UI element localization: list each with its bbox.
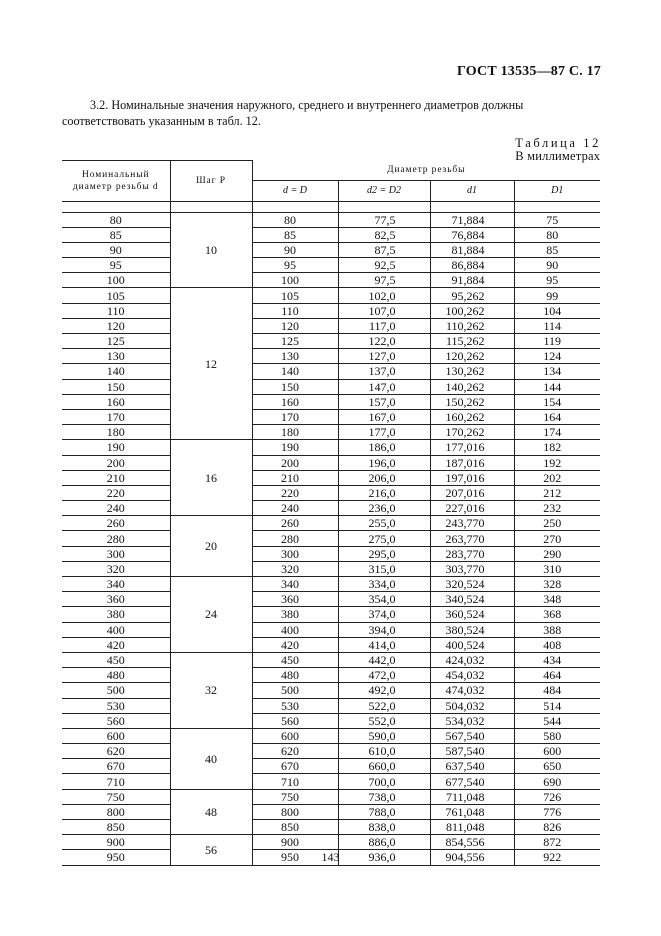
cell-d2: 102,0 bbox=[338, 288, 430, 303]
cell-d2: 97,5 bbox=[338, 273, 430, 288]
cell-d1: 567,540 bbox=[430, 728, 514, 743]
cell-d1: 637,540 bbox=[430, 759, 514, 774]
cell-nominal-diameter: 710 bbox=[62, 774, 170, 789]
cell-d: 530 bbox=[252, 698, 338, 713]
cell-d: 210 bbox=[252, 470, 338, 485]
cell-d: 950 bbox=[252, 850, 338, 865]
cell-d1: 91,884 bbox=[430, 273, 514, 288]
cell-D1: 328 bbox=[514, 577, 600, 592]
cell-d: 80 bbox=[252, 212, 338, 227]
cell-d: 150 bbox=[252, 379, 338, 394]
cell-d1: 303,770 bbox=[430, 561, 514, 576]
cell-nominal-diameter: 670 bbox=[62, 759, 170, 774]
cell-D1: 104 bbox=[514, 303, 600, 318]
cell-d1: 380,524 bbox=[430, 622, 514, 637]
cell-d: 380 bbox=[252, 607, 338, 622]
cell-d: 320 bbox=[252, 561, 338, 576]
cell-nominal-diameter: 300 bbox=[62, 546, 170, 561]
cell-d: 95 bbox=[252, 258, 338, 273]
cell-D1: 134 bbox=[514, 364, 600, 379]
cell-pitch: 48 bbox=[170, 789, 252, 835]
cell-pitch: 12 bbox=[170, 288, 252, 440]
cell-d1: 110,262 bbox=[430, 318, 514, 333]
cell-nominal-diameter: 150 bbox=[62, 379, 170, 394]
cell-d2: 92,5 bbox=[338, 258, 430, 273]
header-d2-equals-D2: d2 = D2 bbox=[338, 180, 430, 201]
cell-d2: 334,0 bbox=[338, 577, 430, 592]
cell-d2: 788,0 bbox=[338, 804, 430, 819]
table-row bbox=[62, 409, 600, 424]
cell-d1: 243,770 bbox=[430, 516, 514, 531]
cell-D1: 232 bbox=[514, 501, 600, 516]
cell-d2: 394,0 bbox=[338, 622, 430, 637]
cell-d: 160 bbox=[252, 394, 338, 409]
table-row bbox=[62, 227, 600, 242]
table-row bbox=[62, 425, 600, 440]
cell-d: 100 bbox=[252, 273, 338, 288]
cell-d: 400 bbox=[252, 622, 338, 637]
cell-nominal-diameter: 190 bbox=[62, 440, 170, 455]
table-row bbox=[62, 835, 600, 850]
cell-D1: 726 bbox=[514, 789, 600, 804]
table-row bbox=[62, 774, 600, 789]
cell-d: 450 bbox=[252, 652, 338, 667]
cell-nominal-diameter: 420 bbox=[62, 637, 170, 652]
cell-d2: 522,0 bbox=[338, 698, 430, 713]
cell-d2: 660,0 bbox=[338, 759, 430, 774]
cell-d: 140 bbox=[252, 364, 338, 379]
cell-nominal-diameter: 260 bbox=[62, 516, 170, 531]
cell-d1: 424,032 bbox=[430, 652, 514, 667]
cell-d1: 340,524 bbox=[430, 592, 514, 607]
table-row bbox=[62, 531, 600, 546]
cell-d2: 107,0 bbox=[338, 303, 430, 318]
cell-nominal-diameter: 210 bbox=[62, 470, 170, 485]
cell-nominal-diameter: 160 bbox=[62, 394, 170, 409]
cell-D1: 484 bbox=[514, 683, 600, 698]
cell-pitch: 32 bbox=[170, 652, 252, 728]
cell-d2: 590,0 bbox=[338, 728, 430, 743]
cell-d: 200 bbox=[252, 455, 338, 470]
cell-d2: 354,0 bbox=[338, 592, 430, 607]
cell-d: 710 bbox=[252, 774, 338, 789]
table-row bbox=[62, 364, 600, 379]
table-row bbox=[62, 303, 600, 318]
cell-d2: 738,0 bbox=[338, 789, 430, 804]
cell-d1: 207,016 bbox=[430, 485, 514, 500]
cell-pitch: 24 bbox=[170, 577, 252, 653]
cell-d2: 414,0 bbox=[338, 637, 430, 652]
page-number: 143 bbox=[321, 850, 340, 864]
cell-d1: 76,884 bbox=[430, 227, 514, 242]
cell-d2: 472,0 bbox=[338, 668, 430, 683]
table-row bbox=[62, 759, 600, 774]
cell-D1: 80 bbox=[514, 227, 600, 242]
cell-d2: 295,0 bbox=[338, 546, 430, 561]
cell-D1: 826 bbox=[514, 820, 600, 835]
table-title: Таблица 12 bbox=[515, 136, 601, 150]
cell-d1: 115,262 bbox=[430, 334, 514, 349]
cell-nominal-diameter: 85 bbox=[62, 227, 170, 242]
cell-D1: 174 bbox=[514, 425, 600, 440]
cell-D1: 270 bbox=[514, 531, 600, 546]
cell-nominal-diameter: 110 bbox=[62, 303, 170, 318]
table-row bbox=[62, 668, 600, 683]
cell-nominal-diameter: 450 bbox=[62, 652, 170, 667]
cell-nominal-diameter: 125 bbox=[62, 334, 170, 349]
header-nominal-diameter: Номинальный диаметр резьбы d bbox=[62, 161, 170, 202]
cell-nominal-diameter: 170 bbox=[62, 409, 170, 424]
table-row bbox=[62, 470, 600, 485]
cell-d1: 81,884 bbox=[430, 242, 514, 257]
cell-nominal-diameter: 320 bbox=[62, 561, 170, 576]
cell-pitch: 10 bbox=[170, 212, 252, 288]
standard-header: ГОСТ 13535—87 С. 17 bbox=[457, 64, 601, 79]
cell-d1: 170,262 bbox=[430, 425, 514, 440]
cell-d2: 117,0 bbox=[338, 318, 430, 333]
cell-D1: 119 bbox=[514, 334, 600, 349]
cell-nominal-diameter: 850 bbox=[62, 820, 170, 835]
cell-nominal-diameter: 120 bbox=[62, 318, 170, 333]
table-row bbox=[62, 561, 600, 576]
cell-D1: 124 bbox=[514, 349, 600, 364]
table-row bbox=[62, 516, 600, 531]
cell-D1: 85 bbox=[514, 242, 600, 257]
table-row bbox=[62, 652, 600, 667]
cell-d2: 216,0 bbox=[338, 485, 430, 500]
cell-nominal-diameter: 100 bbox=[62, 273, 170, 288]
table-row bbox=[62, 592, 600, 607]
table-body bbox=[62, 201, 600, 865]
cell-nominal-diameter: 400 bbox=[62, 622, 170, 637]
cell-D1: 600 bbox=[514, 744, 600, 759]
cell-nominal-diameter: 480 bbox=[62, 668, 170, 683]
cell-d1: 86,884 bbox=[430, 258, 514, 273]
cell-d2: 167,0 bbox=[338, 409, 430, 424]
cell-d1: 761,048 bbox=[430, 804, 514, 819]
cell-D1: 144 bbox=[514, 379, 600, 394]
cell-nominal-diameter: 530 bbox=[62, 698, 170, 713]
table-row bbox=[62, 212, 600, 227]
cell-d1: 474,032 bbox=[430, 683, 514, 698]
cell-nominal-diameter: 280 bbox=[62, 531, 170, 546]
cell-d: 180 bbox=[252, 425, 338, 440]
cell-D1: 690 bbox=[514, 774, 600, 789]
cell-d2: 374,0 bbox=[338, 607, 430, 622]
cell-d1: 400,524 bbox=[430, 637, 514, 652]
cell-d2: 77,5 bbox=[338, 212, 430, 227]
cell-d1: 587,540 bbox=[430, 744, 514, 759]
table-row bbox=[62, 728, 600, 743]
cell-d2: 196,0 bbox=[338, 455, 430, 470]
cell-d2: 236,0 bbox=[338, 501, 430, 516]
cell-nominal-diameter: 220 bbox=[62, 485, 170, 500]
cell-pitch: 56 bbox=[170, 835, 252, 865]
cell-D1: 580 bbox=[514, 728, 600, 743]
cell-D1: 250 bbox=[514, 516, 600, 531]
cell-D1: 514 bbox=[514, 698, 600, 713]
cell-d2: 177,0 bbox=[338, 425, 430, 440]
cell-d1: 454,032 bbox=[430, 668, 514, 683]
cell-pitch: 16 bbox=[170, 440, 252, 516]
cell-d2: 936,0 bbox=[338, 850, 430, 865]
cell-nominal-diameter: 200 bbox=[62, 455, 170, 470]
table-units: В миллиметрах bbox=[515, 149, 601, 163]
cell-nominal-diameter: 950 bbox=[62, 850, 170, 865]
cell-D1: 212 bbox=[514, 485, 600, 500]
cell-D1: 434 bbox=[514, 652, 600, 667]
cell-d1: 263,770 bbox=[430, 531, 514, 546]
table-row bbox=[62, 698, 600, 713]
cell-nominal-diameter: 180 bbox=[62, 425, 170, 440]
cell-d: 600 bbox=[252, 728, 338, 743]
cell-d2: 82,5 bbox=[338, 227, 430, 242]
cell-d1: 283,770 bbox=[430, 546, 514, 561]
cell-d1: 854,556 bbox=[430, 835, 514, 850]
spacer-row bbox=[62, 201, 600, 212]
cell-d2: 127,0 bbox=[338, 349, 430, 364]
cell-D1: 154 bbox=[514, 394, 600, 409]
cell-d1: 811,048 bbox=[430, 820, 514, 835]
cell-D1: 202 bbox=[514, 470, 600, 485]
header-pitch: Шаг P bbox=[170, 161, 252, 202]
table-row bbox=[62, 334, 600, 349]
cell-d1: 120,262 bbox=[430, 349, 514, 364]
table-row bbox=[62, 637, 600, 652]
table-row bbox=[62, 622, 600, 637]
cell-d: 220 bbox=[252, 485, 338, 500]
cell-d: 480 bbox=[252, 668, 338, 683]
cell-d: 260 bbox=[252, 516, 338, 531]
cell-d1: 904,556 bbox=[430, 850, 514, 865]
cell-d1: 360,524 bbox=[430, 607, 514, 622]
cell-d: 85 bbox=[252, 227, 338, 242]
header-diameter: Диаметр резьбы bbox=[252, 161, 600, 181]
cell-nominal-diameter: 500 bbox=[62, 683, 170, 698]
cell-nominal-diameter: 360 bbox=[62, 592, 170, 607]
table-row bbox=[62, 501, 600, 516]
table-row bbox=[62, 273, 600, 288]
table-row bbox=[62, 258, 600, 273]
cell-d1: 197,016 bbox=[430, 470, 514, 485]
cell-d2: 442,0 bbox=[338, 652, 430, 667]
cell-d2: 157,0 bbox=[338, 394, 430, 409]
cell-d1: 130,262 bbox=[430, 364, 514, 379]
cell-d1: 177,016 bbox=[430, 440, 514, 455]
cell-nominal-diameter: 95 bbox=[62, 258, 170, 273]
table-row bbox=[62, 789, 600, 804]
cell-d2: 137,0 bbox=[338, 364, 430, 379]
cell-nominal-diameter: 90 bbox=[62, 242, 170, 257]
cell-d1: 320,524 bbox=[430, 577, 514, 592]
cell-nominal-diameter: 380 bbox=[62, 607, 170, 622]
cell-D1: 164 bbox=[514, 409, 600, 424]
cell-d: 340 bbox=[252, 577, 338, 592]
table-row bbox=[62, 242, 600, 257]
cell-nominal-diameter: 620 bbox=[62, 744, 170, 759]
cell-d: 170 bbox=[252, 409, 338, 424]
cell-D1: 388 bbox=[514, 622, 600, 637]
cell-d: 560 bbox=[252, 713, 338, 728]
cell-D1: 290 bbox=[514, 546, 600, 561]
cell-D1: 650 bbox=[514, 759, 600, 774]
table-row bbox=[62, 546, 600, 561]
cell-d2: 552,0 bbox=[338, 713, 430, 728]
cell-d: 110 bbox=[252, 303, 338, 318]
cell-d: 750 bbox=[252, 789, 338, 804]
cell-nominal-diameter: 800 bbox=[62, 804, 170, 819]
cell-d2: 492,0 bbox=[338, 683, 430, 698]
cell-d2: 255,0 bbox=[338, 516, 430, 531]
table-row bbox=[62, 713, 600, 728]
cell-d: 105 bbox=[252, 288, 338, 303]
cell-D1: 544 bbox=[514, 713, 600, 728]
cell-d1: 150,262 bbox=[430, 394, 514, 409]
table-row bbox=[62, 349, 600, 364]
thread-diameter-table bbox=[62, 160, 600, 866]
cell-D1: 922 bbox=[514, 850, 600, 865]
cell-d2: 122,0 bbox=[338, 334, 430, 349]
cell-D1: 114 bbox=[514, 318, 600, 333]
cell-D1: 368 bbox=[514, 607, 600, 622]
intro-paragraph: 3.2. Номинальные значения наружного, среднего и внутреннего диаметров должны соответствовать указанным в табл. 12. bbox=[62, 98, 524, 128]
cell-d2: 610,0 bbox=[338, 744, 430, 759]
cell-d: 800 bbox=[252, 804, 338, 819]
cell-d: 240 bbox=[252, 501, 338, 516]
cell-d: 360 bbox=[252, 592, 338, 607]
cell-d1: 711,048 bbox=[430, 789, 514, 804]
cell-D1: 872 bbox=[514, 835, 600, 850]
cell-nominal-diameter: 140 bbox=[62, 364, 170, 379]
cell-d2: 87,5 bbox=[338, 242, 430, 257]
cell-D1: 408 bbox=[514, 637, 600, 652]
cell-nominal-diameter: 900 bbox=[62, 835, 170, 850]
cell-d: 420 bbox=[252, 637, 338, 652]
cell-d2: 186,0 bbox=[338, 440, 430, 455]
table-row bbox=[62, 440, 600, 455]
cell-d: 500 bbox=[252, 683, 338, 698]
cell-d: 130 bbox=[252, 349, 338, 364]
cell-nominal-diameter: 600 bbox=[62, 728, 170, 743]
header-d-equals-D: d = D bbox=[252, 180, 338, 201]
table-row bbox=[62, 577, 600, 592]
cell-d: 850 bbox=[252, 820, 338, 835]
cell-D1: 75 bbox=[514, 212, 600, 227]
table-row bbox=[62, 318, 600, 333]
cell-d: 900 bbox=[252, 835, 338, 850]
table-row bbox=[62, 820, 600, 835]
table-row bbox=[62, 394, 600, 409]
cell-d: 620 bbox=[252, 744, 338, 759]
cell-nominal-diameter: 560 bbox=[62, 713, 170, 728]
cell-D1: 348 bbox=[514, 592, 600, 607]
cell-nominal-diameter: 130 bbox=[62, 349, 170, 364]
table-row bbox=[62, 485, 600, 500]
cell-D1: 182 bbox=[514, 440, 600, 455]
cell-d2: 206,0 bbox=[338, 470, 430, 485]
cell-d1: 100,262 bbox=[430, 303, 514, 318]
cell-nominal-diameter: 105 bbox=[62, 288, 170, 303]
table-row bbox=[62, 804, 600, 819]
cell-d1: 187,016 bbox=[430, 455, 514, 470]
cell-d1: 677,540 bbox=[430, 774, 514, 789]
table-row bbox=[62, 607, 600, 622]
cell-d2: 700,0 bbox=[338, 774, 430, 789]
cell-d: 280 bbox=[252, 531, 338, 546]
table-row bbox=[62, 288, 600, 303]
header-D1: D1 bbox=[514, 180, 600, 201]
cell-d1: 71,884 bbox=[430, 212, 514, 227]
cell-D1: 310 bbox=[514, 561, 600, 576]
cell-nominal-diameter: 750 bbox=[62, 789, 170, 804]
cell-d1: 160,262 bbox=[430, 409, 514, 424]
cell-D1: 99 bbox=[514, 288, 600, 303]
cell-nominal-diameter: 340 bbox=[62, 577, 170, 592]
cell-D1: 464 bbox=[514, 668, 600, 683]
cell-d: 90 bbox=[252, 242, 338, 257]
cell-d: 300 bbox=[252, 546, 338, 561]
cell-d2: 147,0 bbox=[338, 379, 430, 394]
cell-D1: 95 bbox=[514, 273, 600, 288]
cell-D1: 776 bbox=[514, 804, 600, 819]
cell-d1: 534,032 bbox=[430, 713, 514, 728]
cell-d2: 315,0 bbox=[338, 561, 430, 576]
cell-d1: 227,016 bbox=[430, 501, 514, 516]
table-row bbox=[62, 744, 600, 759]
table-row bbox=[62, 379, 600, 394]
cell-d2: 275,0 bbox=[338, 531, 430, 546]
cell-d: 670 bbox=[252, 759, 338, 774]
cell-d: 190 bbox=[252, 440, 338, 455]
cell-nominal-diameter: 240 bbox=[62, 501, 170, 516]
header-d1: d1 bbox=[430, 180, 514, 201]
cell-d: 125 bbox=[252, 334, 338, 349]
cell-d2: 838,0 bbox=[338, 820, 430, 835]
table-row bbox=[62, 455, 600, 470]
cell-D1: 192 bbox=[514, 455, 600, 470]
cell-pitch: 20 bbox=[170, 516, 252, 577]
cell-d: 120 bbox=[252, 318, 338, 333]
cell-nominal-diameter: 80 bbox=[62, 212, 170, 227]
cell-d1: 95,262 bbox=[430, 288, 514, 303]
cell-d2: 886,0 bbox=[338, 835, 430, 850]
cell-d1: 140,262 bbox=[430, 379, 514, 394]
cell-D1: 90 bbox=[514, 258, 600, 273]
cell-pitch: 40 bbox=[170, 728, 252, 789]
table-row bbox=[62, 683, 600, 698]
cell-d1: 504,032 bbox=[430, 698, 514, 713]
